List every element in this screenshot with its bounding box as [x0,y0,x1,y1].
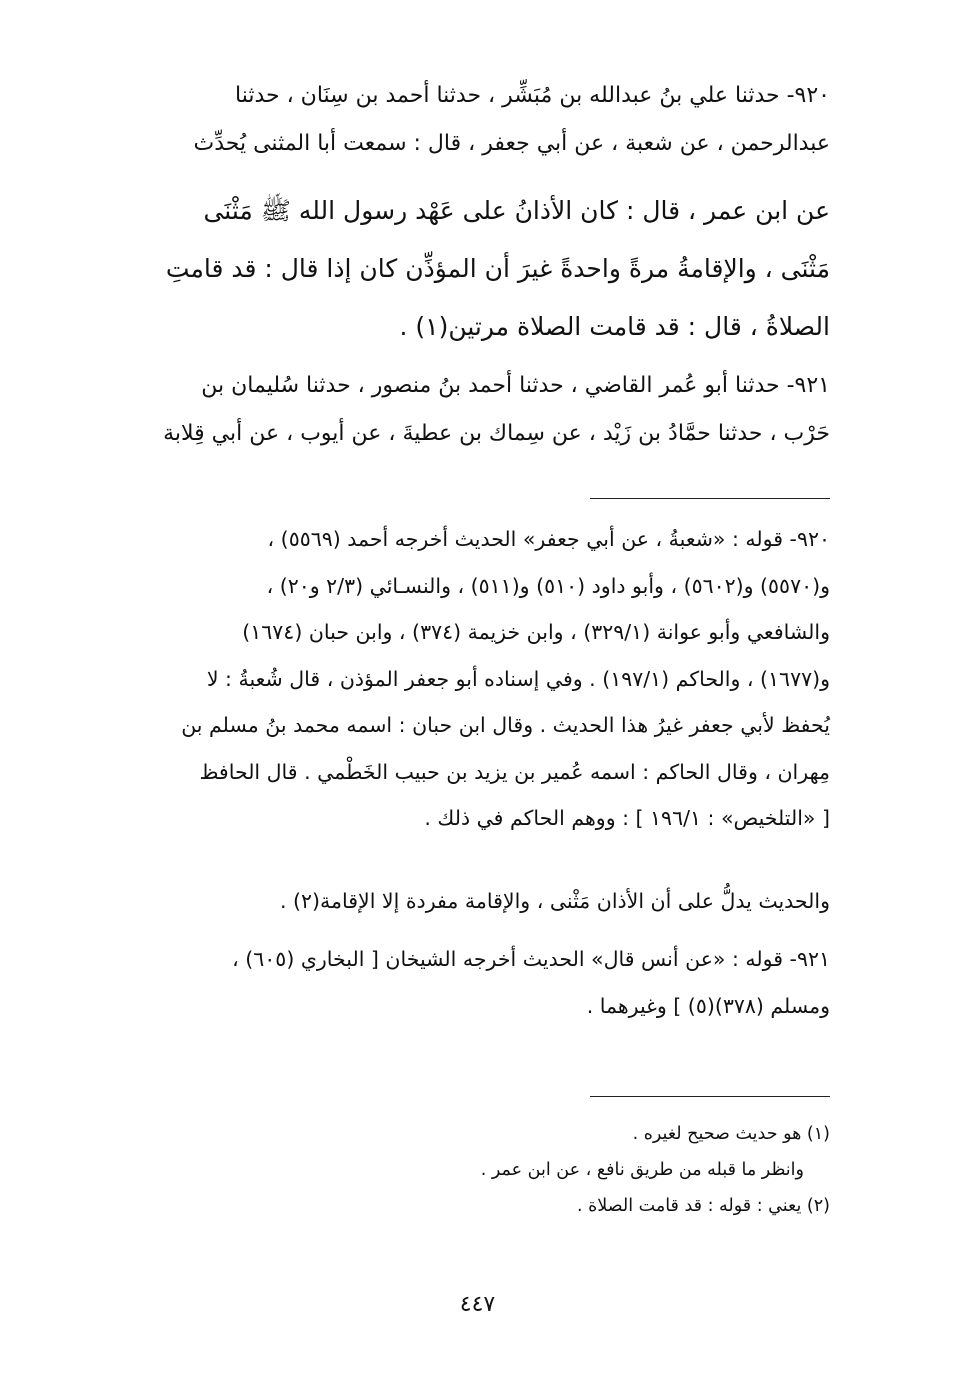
text-line: والشافعي وأبو عوانة (٣٢٩/١) ، وابن خزيمة (٣٧٤) ، وابن حبان (١٦٧٤) [242,620,830,644]
text-line: ومسلم (٣٧٨)(٥) ] وغيرهما . [586,993,830,1018]
section-divider [590,498,830,499]
commentary-921 [125,936,830,1029]
text-line: والحديث يدلُّ على أن الأذان مَثْنى ، والإقامة مفردة إلا الإقامة(٢) . [279,889,830,913]
commentary-920 [125,516,830,842]
text-line: [ «التلخيص» : ١٩٦/١ ] : ووهم الحاكم في ذلك . [424,806,830,830]
footnote-2: (٢) يعني : قوله : قد قامت الصلاة . [576,1196,830,1216]
hadith-921 [125,362,830,458]
text-line: ٩٢٠- قوله : «شعبةُ ، عن أبي جعفر» الحديث أخرجه أحمد (٥٥٦٩) ، [267,527,830,551]
text-line: الصلاةُ ، قال : قد قامت الصلاة مرتين(١) . [399,312,830,341]
footnotes [125,1116,830,1224]
text-line: ٩٢١- حدثنا أبو عُمر القاضي ، حدثنا أحمد بنُ منصور ، حدثنا سُليمان بن [201,373,830,398]
footnote-divider [590,1096,830,1097]
footnote-1: (١) هو حديث صحيح لغيره . [632,1124,830,1144]
text-line: مِهران ، وقال الحاكم : اسمه عُمير بن يزيد بن حبيب الخَطْمي . قال الحافظ [199,759,830,784]
commentary-920-note [125,878,830,925]
text-line: عبدالرحمن ، عن شعبة ، عن أبي جعفر ، قال : سمعت أبا المثنى يُحدِّث [193,131,830,156]
text-line: حَرْب ، حدثنا حمَّادُ بن زَيْد ، عن سِماك بن عطيةَ ، عن أيوب ، عن أبي قِلابة [163,421,830,446]
text-line: ٩٢٠- حدثنا علي بنُ عبدالله بن مُبَشِّر ، حدثنا أحمد بن سِنَان ، حدثنا [234,83,830,108]
text-line: و(١٦٧٧) ، والحاكم (١٩٧/١) . وفي إسناده أبو جعفر المؤذن ، قال شُعبةُ : لا [206,666,830,691]
hadith-920-isnad [125,72,830,168]
text-line: يُحفظ لأبي جعفر غيرُ هذا الحديث . وقال ابن حبان : اسمه محمد بنُ مسلم بن [181,713,830,737]
text-line: ٩٢١- قوله : «عن أنس قال» الحديث أخرجه الشيخان [ البخاري (٦٠٥) ، [232,947,830,971]
text-line: و(٥٥٧٠) و(٥٦٠٢) ، وأبو داود (٥١٠) و(٥١١) ، والنسـائي (٢/٣ و٢٠) ، [266,573,830,598]
text-line: مَثْنَى ، والإقامةُ مرةً واحدةً غيرَ أن المؤذِّن كان إذا قال : قد قامتِ [165,254,830,283]
footnote-1-continuation: وانظر ما قبله من طريق نافع ، عن ابن عمر . [480,1160,804,1180]
text-line: عن ابن عمر ، قال : كان الأذانُ على عَهْد رسول الله ﷺ مَثْنَى [203,196,830,225]
page-number: ٤٤٧ [459,1292,496,1317]
hadith-920-matn [125,182,830,356]
